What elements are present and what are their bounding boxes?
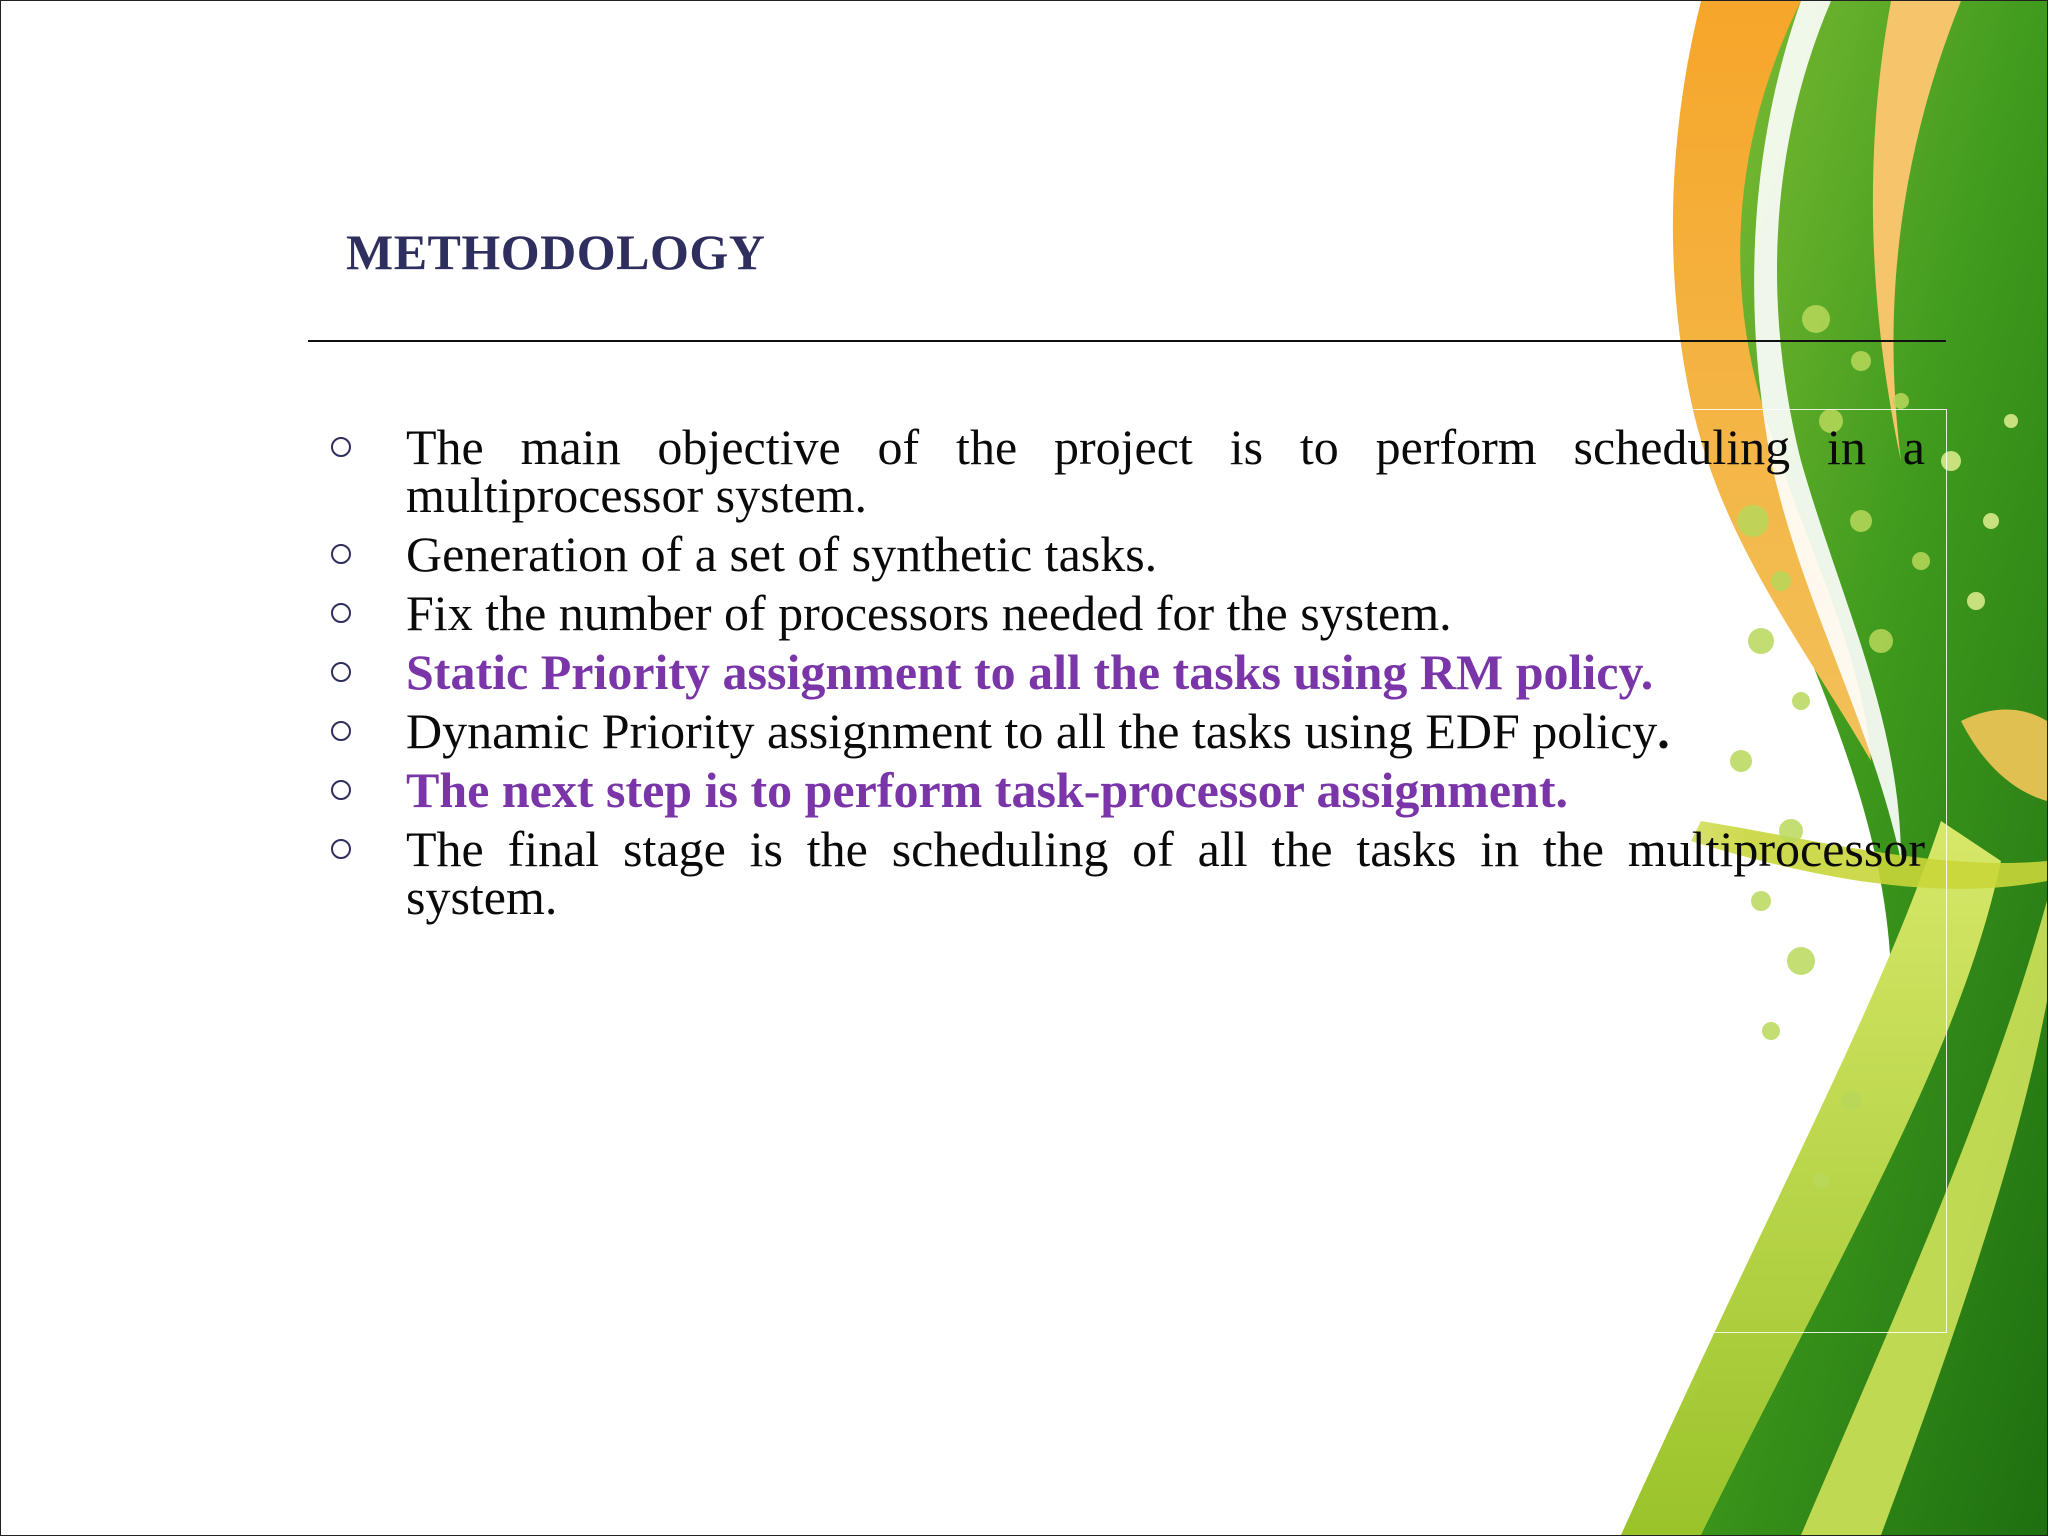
circle-bullet-icon [331,603,351,623]
circle-bullet-icon [331,721,351,741]
bullet-item-rm-policy [331,644,1925,700]
title-divider [308,340,1946,342]
circle-bullet-icon [331,544,351,564]
bullet-item-synthetic-tasks [331,526,1925,582]
circle-bullet-icon [331,437,351,457]
slide-title: METHODOLOGY [346,224,766,280]
circle-bullet-icon [331,662,351,682]
bullet-text: The next step is to perform task-processor assignment. [406,762,1568,818]
bullet-trailing-period: . [1657,703,1670,759]
bullet-text: Dynamic Priority assignment to all the tasks using EDF policy [406,703,1658,759]
bullet-text: Generation of a set of synthetic tasks. [406,526,1158,582]
bullet-text: The final stage is the scheduling of all the tasks in the multiprocessor system. [406,821,1925,925]
bullet-item-processors [331,585,1925,641]
bullet-text: Static Priority assignment to all the tasks using RM policy. [406,644,1654,700]
bullet-item-final-stage [331,821,1925,925]
circle-bullet-icon [331,839,351,859]
bullet-item-task-processor-assignment [331,762,1925,818]
bullet-list [331,419,1925,932]
circle-bullet-icon [331,780,351,800]
bullet-item-edf-policy [331,703,1925,759]
bullet-text: The main objective of the project is to perform scheduling in a multiprocessor system. [406,419,1925,523]
bullet-text: Fix the number of processors needed for the system. [406,585,1452,641]
bullet-item-objective [331,419,1925,523]
